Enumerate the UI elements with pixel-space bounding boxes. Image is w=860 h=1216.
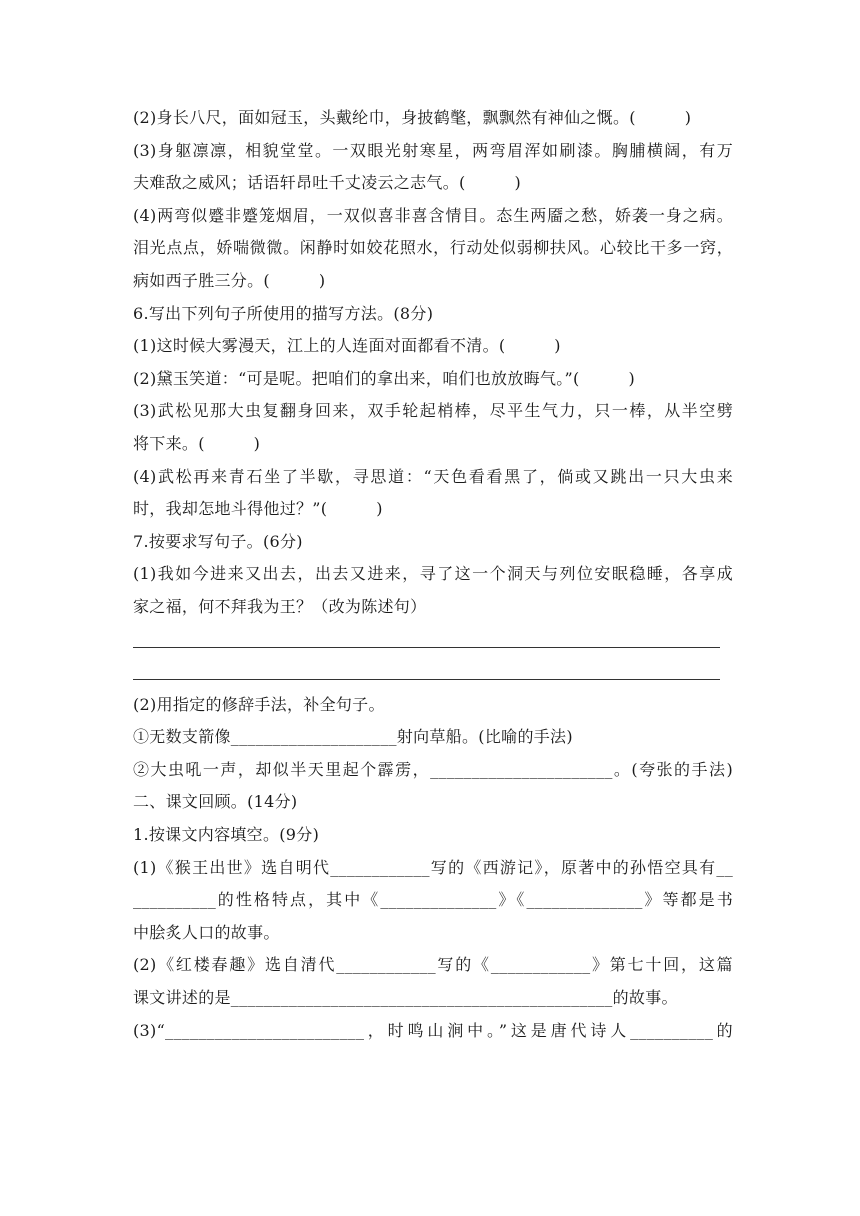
text-line: 课文讲述的是______________________________________________的故事。: [133, 988, 678, 1008]
text-line: 中脍炙人口的故事。: [133, 922, 280, 942]
text-line: (3)身躯凛凛，相貌堂堂。一双眼光射寒星，两弯眉浑如刷漆。胸脯横阔，有万: [133, 140, 733, 160]
text-line: 病如西子胜三分。( ): [133, 270, 326, 290]
text-line: (1)这时候大雾漫天，江上的人连面对面都看不清。( ): [133, 336, 561, 356]
text-line: 夫难敌之威风；话语轩昂吐千丈凌云之志气。( ): [133, 173, 521, 193]
text-line: 家之福，何不拜我为王？（改为陈述句）: [133, 596, 427, 616]
text-line: 将下来。( ): [133, 433, 261, 453]
answer-line[interactable]: [133, 662, 733, 682]
section-heading: 二、课文回顾。(14分): [133, 792, 298, 812]
answer-line[interactable]: [133, 630, 733, 650]
document-page: [133, 108, 733, 1053]
text-line: (2)用指定的修辞手法，补全句子。: [133, 694, 385, 714]
question-heading: 1.按课文内容填空。(9分): [133, 825, 320, 845]
text-line: __________的性格特点，其中《______________》《______________》等都是书: [133, 890, 733, 910]
text-line: (2)身长八尺，面如冠玉，头戴纶巾，身披鹤氅，飘飘然有神仙之慨。( ): [133, 108, 692, 127]
text-line: 时，我却怎地斗得他过？”( ): [133, 499, 383, 519]
text-line: (3)武松见那大虫复翻身回来，双手轮起梢棒，尽平生气力，只一棒，从半空劈: [133, 401, 733, 421]
text-line: (1)我如今进来又出去，出去又进来，寻了这一个洞天与列位安眠稳睡，各享成: [133, 564, 733, 584]
text-line: ①无数支箭像____________________射向草船。(比喻的手法): [133, 727, 573, 747]
text-line: (1)《猴王出世》选自明代____________写的《西游记》，原著中的孙悟空具有__: [133, 857, 733, 877]
question-heading: 6.写出下列句子所使用的描写方法。(8分): [133, 303, 434, 323]
text-line: 泪光点点，娇喘微微。闲静时如姣花照水，行动处似弱柳扶风。心较比干多一窍，: [133, 238, 733, 258]
text-line: (2)《红楼春趣》选自清代____________写的《____________》第七十回，这篇: [133, 955, 733, 975]
text-line: (4)两弯似蹙非蹙笼烟眉，一双似喜非喜含情目。态生两靥之愁，娇袭一身之病。: [133, 205, 733, 225]
text-line: (4)武松再来青石坐了半歇，寻思道：“天色看看黑了，倘或又跳出一只大虫来: [133, 466, 733, 486]
question-heading: 7.按要求写句子。(6分): [133, 531, 303, 551]
text-line: (2)黛玉笑道：“可是呢。把咱们的拿出来，咱们也放放晦气。”( ): [133, 368, 636, 388]
text-line: ②大虫吼一声，却似半天里起个霹雳，______________________。(夸张的手法): [133, 759, 733, 779]
text-line: (3)“________________________，时鸣山涧中。”这是唐代诗人__________的: [133, 1020, 733, 1040]
